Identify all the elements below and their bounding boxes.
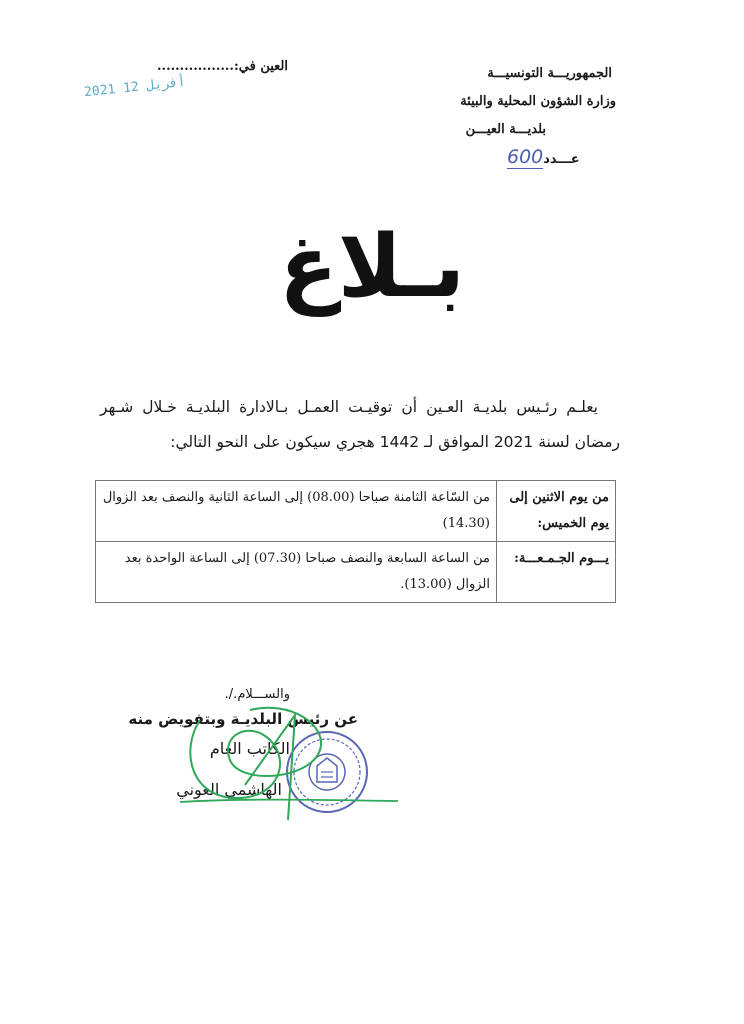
signatory-position: الكاتب العام xyxy=(209,739,290,758)
ministry-line: وزارة الشؤون المحلية والبيئة xyxy=(460,94,616,109)
notice-paragraph xyxy=(100,390,620,460)
closing-text: والســـلام./. xyxy=(224,687,290,702)
schedule-day-cell: يـــوم الجـمـعـــة: xyxy=(497,542,616,603)
schedule-hours-cell: من الساعة السابعة والنصف صباحا (07.30) إلى الساعة الواحدة بعد الزوال (13.00). xyxy=(96,542,497,603)
schedule-hours-cell: من السّاعة الثامنة صباحا (08.00) إلى الساعة الثانية والنصف بعد الزوال (14.30) xyxy=(96,481,497,542)
notice-line-2: رمضان لسنة 2021 الموافق لـ 1442 هجري سيكون على النحو التالي: xyxy=(170,433,620,451)
republic-line: الجمهوريـــة التونسيـــة xyxy=(487,66,612,81)
table-row xyxy=(96,542,616,603)
schedule-day-cell: من يوم الاثنين إلى يوم الخميس: xyxy=(497,481,616,542)
signatory-name: الهاشمي العوني xyxy=(176,780,282,799)
handwritten-signature-icon xyxy=(170,680,400,830)
reference-suffix: عـــدد xyxy=(543,152,580,167)
schedule-table xyxy=(95,480,616,603)
municipality-line: بلديـــة العيـــن xyxy=(465,122,546,137)
date-stamp: 2021 أفريل 12 xyxy=(83,74,187,101)
table-row xyxy=(96,481,616,542)
reference-number xyxy=(505,146,580,168)
notice-line-1: يعلـم رئـيس بلديـة العـين أن توقيـت العمـل بـالادارة البلديـة خـلال شـهر xyxy=(100,398,598,416)
on-behalf-line: عن رئيس البلديـة وبتفويض منه xyxy=(128,710,358,728)
issuer-header xyxy=(416,60,616,144)
place-date-label: العين في:................. xyxy=(157,59,288,74)
reference-number-handwritten: 600 xyxy=(507,146,544,168)
page-title: بـلاغ xyxy=(279,217,465,317)
